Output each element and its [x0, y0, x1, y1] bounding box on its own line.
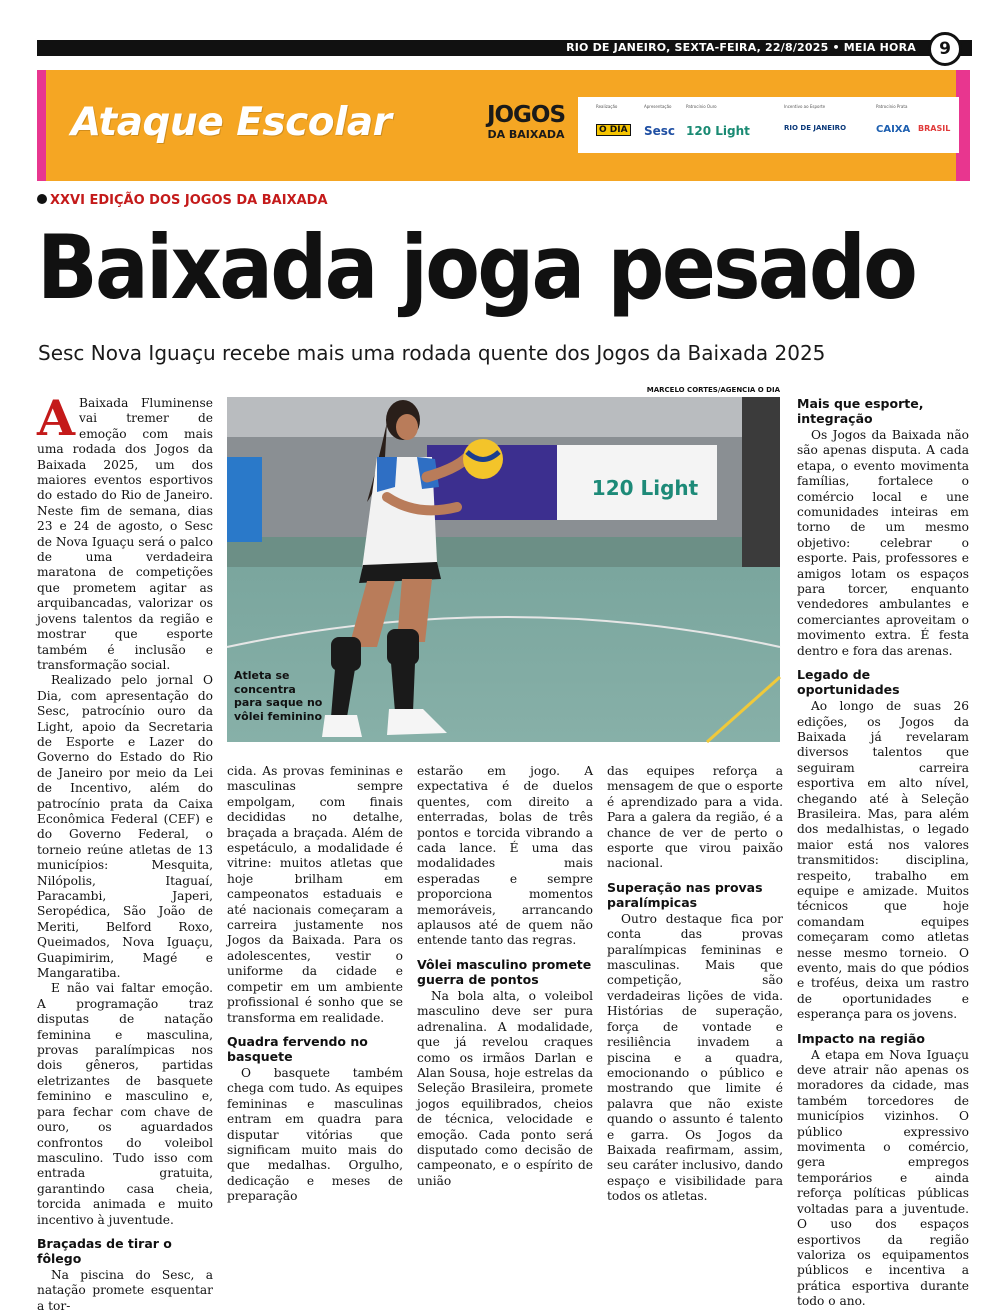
photo-banner-text: 120 Light [591, 476, 699, 500]
subheading: Legado de oportunidades [797, 667, 900, 698]
photo-credit: MARCELO CORTES/AGENCIA O DIA [646, 386, 780, 394]
sponsor-name: RIO DE JANEIRO [784, 124, 847, 132]
section-title: Ataque Escolar [71, 100, 392, 145]
paragraph: Na piscina do Sesc, a natação promete esquentar a tor- [37, 1267, 213, 1313]
dateline: RIO DE JANEIRO, SEXTA-FEIRA, 22/8/2025 • MEIA HORA [566, 41, 916, 54]
subheading: Impacto na região [797, 1030, 925, 1046]
paragraph: cida. As provas femininas e masculinas sempre empolgam, com finais decididas no detalhe, braçada a braçada. Além de espetáculo, a modalidade é vitrine: muitos atletas que hoje brilham em campeonatos estaduais e até nacionais começaram a carreira justamente nos Jogos da Baixada. Para os adolescentes, vestir o uniforme da cidade e competir em um ambiente profissional é sonho que se transforma em realidade. [227, 764, 403, 1025]
top-bar [37, 40, 972, 56]
paragraph: das equipes reforça a mensagem de que o esporte é aprendizado para a vida. Para a galera da região, é a chance de ver de perto o esporte que virou paixão nacional. [607, 764, 783, 871]
column-2 [227, 764, 403, 1205]
subheadline: Sesc Nova Iguaçu recebe mais uma rodada quente dos Jogos da Baixada 2025 [38, 341, 826, 365]
drop-cap: A [37, 389, 76, 447]
sponsor-name: O DIA [596, 124, 631, 136]
page-number: 9 [928, 32, 962, 66]
bullet-icon [37, 194, 47, 204]
banner-edge-left [37, 70, 46, 181]
sponsor-role: Patrocínio Ouro [686, 104, 717, 109]
sponsor-role: Realização [596, 104, 618, 109]
paragraph: O basquete também chega com tudo. As equipes femininas e masculinas entram em quadra para disputar vitórias que significam muito mais do que medalhas. Orgulho, dedicação e meses de preparação [227, 1065, 403, 1204]
article-photo [227, 397, 780, 742]
sponsor-name: 120 Light [686, 124, 750, 138]
headline: Baixada joga pesado [37, 216, 916, 319]
paragraph: A etapa em Nova Iguaçu deve atrair não apenas os moradores da cidade, mas também torcedores de municípios vizinhos. O público expressivo movimenta o comércio, gera empregos temporários e ainda reforça políticas públicas voltadas para a juventude. O uso dos espaços esportivos da região valoriza os equipamentos públicos e incentiva a prática esportiva durante todo o ano. [797, 1047, 969, 1309]
column-4 [607, 764, 783, 1205]
section-banner [37, 70, 970, 181]
sponsor-role: Patrocínio Prata [876, 104, 908, 109]
kicker-text: XXVI EDIÇÃO DOS JOGOS DA BAIXADA [50, 193, 328, 208]
sponsors-strip [578, 97, 959, 153]
subheading: Quadra fervendo no basquete [227, 1033, 368, 1064]
paragraph: Na bola alta, o voleibol masculino deve ser pura adrenalina. A modalidade, que já revelou craques como os irmãos Darlan e Alan Sousa, hoje estrelas da Seleção Brasileira, promete jogos equilibrados, cheios de técnica, velocidade e emoção. Cada ponto será disputado como decisão de campeonato, e o espírito de união [417, 988, 593, 1188]
paragraph-text: Baixada Fluminense vai tremer de emoção com mais uma rodada dos Jogos da Baixada 2025, um dos maiores eventos esportivos do estado do Rio de Janeiro. Neste fim de semana, dias 23 e 24 de agosto, o Sesc de Nova Iguaçu será o palco de uma verdadeira maratona de competições que prometem agitar as arquibancadas, valorizar os jovens talentos da região e mostrar que esporte também é inclusão e transformação social. [37, 396, 213, 672]
paragraph: Ao longo de suas 26 edições, os Jogos da Baixada já revelaram diversos talentos que seguiram carreira esportiva em alto nível, chegando até à Seleção Brasileira. Mas, para além dos medalhistas, o legado maior está nos valores transmitidos: disciplina, respeito, trabalho em equipe e amizade. Muitos técnicos que hoje comandam equipes começaram como atletas nesse mesmo torneio. O evento, mais do que pódios e troféus, deixa um rastro de oportunidades e esperança para os jovens. [797, 699, 969, 1022]
paragraph: Os Jogos da Baixada não são apenas disputa. A cada etapa, o evento movimenta famílias, fortalece o comércio local e une comunidades inteiras em torno de um mesmo objetivo: celebrar o esporte. Pais, professores e amigos lotam os espaços para torcer, enquanto vendedores ambulantes e comerciantes aproveitam o movimento extra. É festa dentro e fora das arenas. [797, 428, 969, 658]
sponsor-name: Sesc [644, 124, 676, 138]
paragraph: E não vai faltar emoção. A programação traz disputas de natação feminina e masculina, provas paralímpicas nos dois gêneros, partidas eletrizantes de basquete feminino e masculino e, para fechar com chave de ouro, os aguardados confrontos do voleibol masculino. Tudo isso com entrada gratuita, garantindo casa cheia, torcida animada e muito incentivo à juventude. [37, 981, 213, 1227]
subheading: Vôlei masculino promete guerra de pontos [417, 956, 592, 987]
photo-caption: Atleta se concentra para saque no vôlei feminino [234, 669, 323, 723]
logo-line2: DA BAIXADA [487, 128, 565, 141]
sponsor-name: BRASIL [918, 124, 951, 133]
paragraph: Outro destaque fica por conta das provas paralímpicas femininas e masculinas. Mais que competição, são verdadeiras lições de vida. Histórias de superação, força de vontade e resiliência invadem a piscina e a quadra, emocionando o público e mostrando que limite é palavra que não existe quando o assunto é talento e garra. Os Jogos da Baixada reafirmam, assim, seu caráter inclusivo, dando espaço e visibilidade para todos os atletas. [607, 911, 783, 1204]
column-1 [37, 389, 213, 1314]
sponsor-role: Incentivo ao Esporte [784, 104, 826, 109]
sponsor-name: CAIXA [876, 124, 911, 135]
paragraph: estarão em jogo. A expectativa é de duelos quentes, com direito a enterradas, bolas de três pontos e torcida vibrando a cada lance. É uma das modalidades mais esperadas e sempre proporciona momentos memoráveis, arrancando aplausos até de quem não entende tanto das regras. [417, 764, 593, 948]
jogos-da-baixada-logo [483, 104, 569, 140]
paragraph: Realizado pelo jornal O Dia, com apresentação do Sesc, patrocínio ouro da Light, apoio da Secretaria de Esporte e Lazer do Governo do Estado do Rio de Janeiro por meio da Lei de Incentivo, além do patrocínio prata da Caixa Econômica Federal (CEF) e do Governo Federal, o torneio reúne atletas de 13 municípios: Mesquita, Nilópolis, Itaguaí, Paracambi, Japeri, Seropédica, São João de Meriti, Belford Roxo, Queimados, Nova Iguaçu, Guapimirim, Magé e Mangaratiba. [37, 673, 213, 981]
kicker [37, 193, 328, 208]
subheading: Superação nas provas paralímpicas [607, 879, 763, 910]
column-5 [797, 396, 969, 1310]
logo-line1: JOGOS [486, 102, 566, 128]
lead-paragraph [37, 389, 213, 673]
column-3 [417, 764, 593, 1189]
subheading: Braçadas de tirar o fôlego [37, 1235, 172, 1266]
subheading: Mais que esporte, integração [797, 396, 924, 426]
sponsor-role: Apresentação [644, 104, 672, 109]
